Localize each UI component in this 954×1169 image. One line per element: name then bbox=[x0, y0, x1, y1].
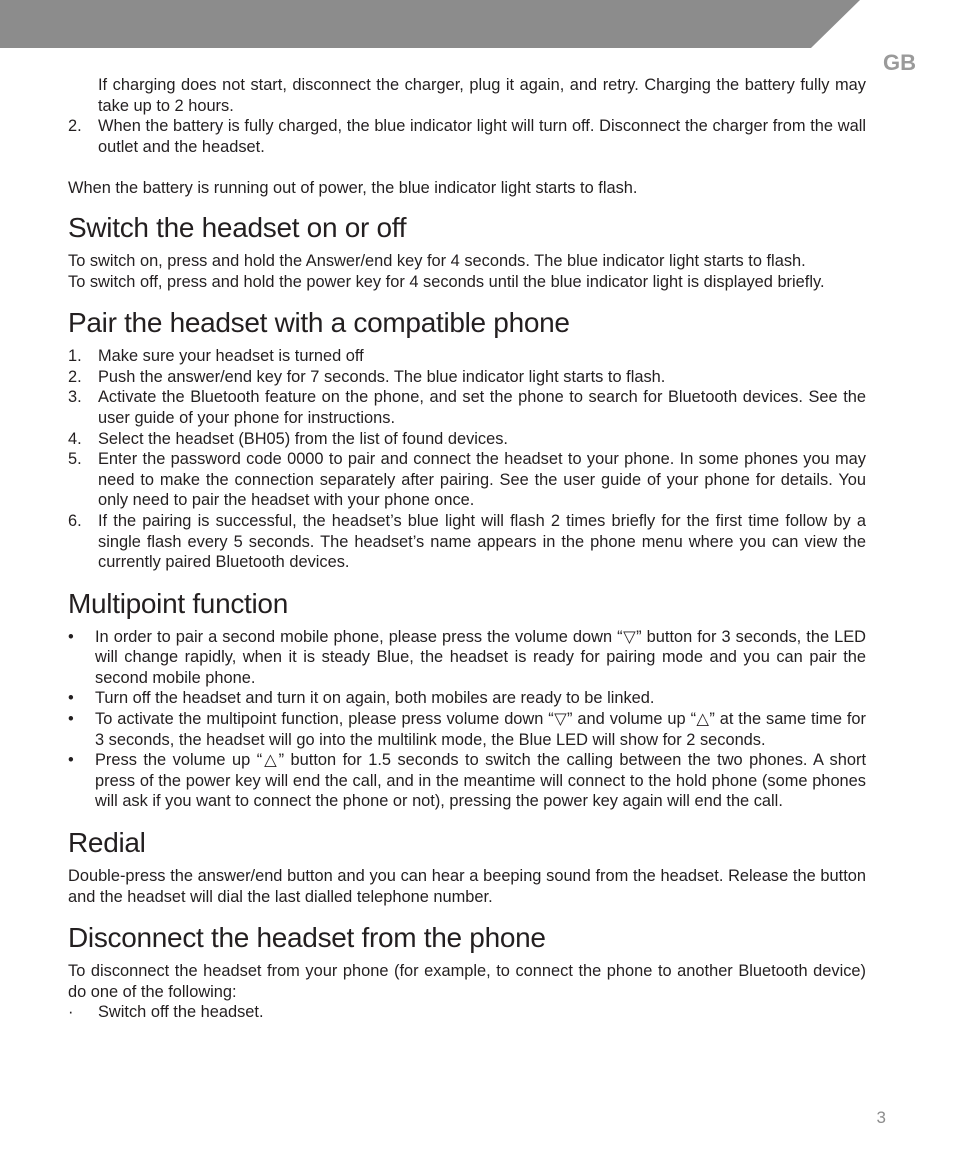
list-text: Make sure your headset is turned off bbox=[98, 347, 364, 366]
list-item bbox=[68, 367, 866, 388]
heading-disconnect: Disconnect the headset from the phone bbox=[68, 922, 546, 954]
bullet-marker: • bbox=[68, 627, 74, 646]
list-item bbox=[68, 750, 866, 812]
list-number: 2. bbox=[68, 367, 82, 386]
list-text: Enter the password code 0000 to pair and connect the headset to your phone. In some phones you may need to make the connection separately after pairing. See the user guide of your phone for details. You only need to pair the headset with your phone once. bbox=[98, 450, 866, 510]
disconnect-option bbox=[68, 1002, 866, 1023]
list-text: Press the volume up “△” button for 1.5 seconds to switch the calling between the two phones. A short press of the power key will end the call, and in the meantime will connect to the hold phone (some phones will ask if you want to connect the phone or not), pressing the power key again will end the call. bbox=[95, 751, 866, 811]
bullet-marker: • bbox=[68, 751, 74, 770]
low-battery-note: When the battery is running out of power, the blue indicator light starts to flash. bbox=[68, 179, 638, 198]
list-item bbox=[68, 387, 866, 428]
charging-step-2 bbox=[68, 116, 866, 157]
language-badge: GB bbox=[883, 50, 916, 75]
heading-multipoint: Multipoint function bbox=[68, 587, 288, 619]
list-text: In order to pair a second mobile phone, please press the volume down “▽” button for 3 seconds, the LED will change rapidly, when it is steady Blue, the headset is ready for pairing mode and you can pair the second mobile phone. bbox=[95, 627, 866, 687]
pair-steps bbox=[68, 346, 866, 573]
charging-continuation: If charging does not start, disconnect the charger, plug it again, and retry. Charging the battery fully may take up to 2 hours. bbox=[98, 76, 866, 115]
list-text: Activate the Bluetooth feature on the phone, and set the phone to search for Bluetooth devices. See the user guide of your phone for instructions. bbox=[98, 388, 866, 427]
list-item bbox=[68, 511, 866, 573]
list-text: Push the answer/end key for 7 seconds. The blue indicator light starts to flash. bbox=[98, 367, 666, 386]
page-number: 3 bbox=[876, 1108, 886, 1127]
bullet-marker: • bbox=[68, 689, 74, 708]
multipoint-bullets bbox=[68, 627, 866, 812]
header-band bbox=[0, 0, 860, 48]
redial-text: Double-press the answer/end button and you can hear a beeping sound from the headset. Release the button and the headset will dial the last dialled telephone number. bbox=[68, 867, 866, 906]
switch-off-text: To switch off, press and hold the power key for 4 seconds until the blue indicator light is displayed briefly. bbox=[68, 272, 825, 291]
list-text: Select the headset (BH05) from the list of found devices. bbox=[98, 429, 508, 448]
disconnect-text: To disconnect the headset from your phone (for example, to connect the phone to another Bluetooth device) do one of the following: bbox=[68, 962, 866, 1001]
list-text: To activate the multipoint function, please press volume down “▽” and volume up “△” at the same time for 3 seconds, the headset will go into the multilink mode, the Blue LED will show for 2 seconds. bbox=[95, 710, 866, 749]
list-number: 2. bbox=[68, 117, 82, 136]
list-text: Turn off the headset and turn it on again, both mobiles are ready to be linked. bbox=[95, 689, 655, 708]
list-item bbox=[68, 346, 866, 367]
list-number: 3. bbox=[68, 388, 82, 407]
list-number: 5. bbox=[68, 450, 82, 469]
list-text: Switch off the headset. bbox=[98, 1003, 264, 1022]
list-text: If the pairing is successful, the headset’s blue light will flash 2 times briefly for the first time follow by a single flash every 5 seconds. The headset’s name appears in the phone menu where you can view the currently paired Bluetooth devices. bbox=[98, 511, 866, 572]
switch-on-text: To switch on, press and hold the Answer/end key for 4 seconds. The blue indicator light starts to flash. bbox=[68, 251, 806, 270]
list-number: 1. bbox=[68, 347, 82, 366]
list-item bbox=[68, 688, 866, 709]
list-item bbox=[68, 449, 866, 511]
bullet-marker: • bbox=[68, 710, 74, 729]
list-number: 6. bbox=[68, 511, 82, 530]
bullet-marker: · bbox=[68, 1003, 74, 1022]
list-text: When the battery is fully charged, the blue indicator light will turn off. Disconnect the charger from the wall outlet and the headset. bbox=[98, 117, 866, 156]
list-item bbox=[68, 627, 866, 689]
heading-redial: Redial bbox=[68, 827, 146, 859]
heading-pair: Pair the headset with a compatible phone bbox=[68, 307, 570, 339]
list-item bbox=[68, 709, 866, 750]
list-number: 4. bbox=[68, 429, 82, 448]
list-item bbox=[68, 429, 866, 450]
page-content bbox=[68, 75, 866, 1023]
heading-switch: Switch the headset on or off bbox=[68, 211, 407, 243]
